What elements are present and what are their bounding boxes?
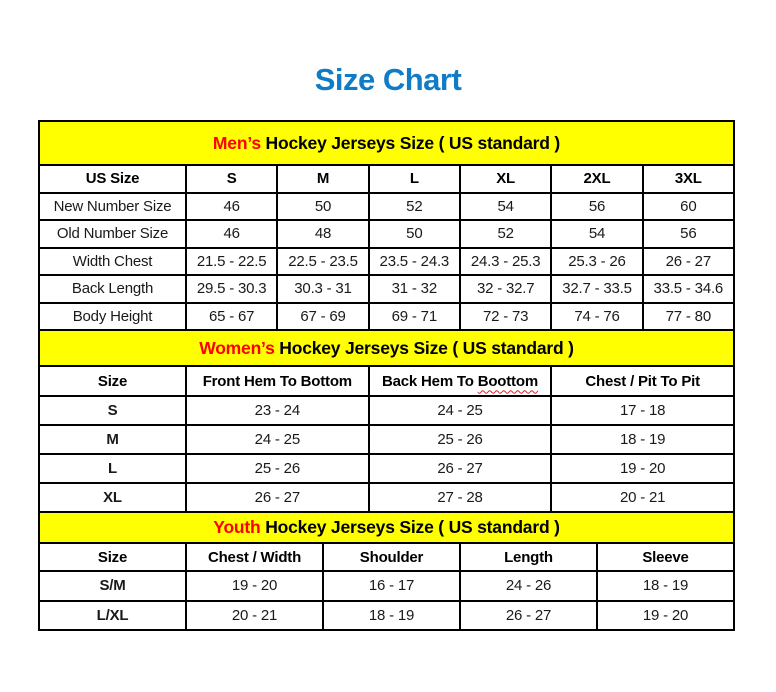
size-cell: 67 - 69 xyxy=(277,303,368,331)
row-label: Back Length xyxy=(39,275,186,303)
womens-size-table xyxy=(38,329,735,513)
size-cell: 18 - 19 xyxy=(551,425,734,454)
column-header: 2XL xyxy=(551,165,642,193)
size-chart-tables xyxy=(38,120,735,631)
size-cell: 19 - 20 xyxy=(186,571,323,601)
size-cell: 20 - 21 xyxy=(186,601,323,631)
table-row xyxy=(39,193,734,221)
size-cell: 30.3 - 31 xyxy=(277,275,368,303)
column-header: S xyxy=(186,165,277,193)
column-header: US Size xyxy=(39,165,186,193)
mens-header-row xyxy=(39,165,734,193)
size-cell: 77 - 80 xyxy=(643,303,734,331)
table-row xyxy=(39,454,734,483)
size-cell: 24.3 - 25.3 xyxy=(460,248,551,276)
column-header: Length xyxy=(460,543,597,571)
size-cell: 29.5 - 30.3 xyxy=(186,275,277,303)
table-row xyxy=(39,425,734,454)
size-cell: 65 - 67 xyxy=(186,303,277,331)
size-cell: 33.5 - 34.6 xyxy=(643,275,734,303)
misspelled-word: Boottom xyxy=(477,372,538,390)
size-cell: 60 xyxy=(643,193,734,221)
column-header: 3XL xyxy=(643,165,734,193)
size-cell: 23 - 24 xyxy=(186,396,369,425)
size-cell: 26 - 27 xyxy=(643,248,734,276)
page-title: Size Chart xyxy=(314,62,462,97)
size-cell: 50 xyxy=(369,220,460,248)
size-cell: 16 - 17 xyxy=(323,571,460,601)
size-cell: 48 xyxy=(277,220,368,248)
size-cell: 17 - 18 xyxy=(551,396,734,425)
size-cell: 54 xyxy=(460,193,551,221)
size-cell: 52 xyxy=(369,193,460,221)
size-cell: 31 - 32 xyxy=(369,275,460,303)
size-cell: 19 - 20 xyxy=(597,601,734,631)
womens-header-row xyxy=(39,366,734,396)
size-cell: 54 xyxy=(551,220,642,248)
youth-banner xyxy=(39,512,734,543)
column-header: Shoulder xyxy=(323,543,460,571)
row-label: L/XL xyxy=(39,601,186,631)
row-label: S xyxy=(39,396,186,425)
youth-header-row xyxy=(39,543,734,571)
row-label: Width Chest xyxy=(39,248,186,276)
row-label: XL xyxy=(39,483,186,512)
table-row xyxy=(39,220,734,248)
mens-size-table xyxy=(38,120,735,331)
column-header: Sleeve xyxy=(597,543,734,571)
size-cell: 74 - 76 xyxy=(551,303,642,331)
size-cell: 18 - 19 xyxy=(323,601,460,631)
table-row xyxy=(39,248,734,276)
column-header: Chest / Pit To Pit xyxy=(551,366,734,396)
womens-banner xyxy=(39,330,734,366)
row-label: L xyxy=(39,454,186,483)
size-cell: 46 xyxy=(186,193,277,221)
table-row xyxy=(39,601,734,631)
mens-banner xyxy=(39,121,734,165)
size-cell: 26 - 27 xyxy=(186,483,369,512)
banner-text: Hockey Jerseys Size ( US standard ) xyxy=(274,337,574,358)
youth-size-table xyxy=(38,511,735,631)
size-cell: 50 xyxy=(277,193,368,221)
table-row xyxy=(39,303,734,331)
column-header: M xyxy=(277,165,368,193)
banner-highlight: Men’s xyxy=(212,132,261,153)
table-row xyxy=(39,275,734,303)
banner-highlight: Women’s xyxy=(199,337,275,358)
table-row xyxy=(39,571,734,601)
size-cell: 24 - 25 xyxy=(369,396,552,425)
size-cell: 25 - 26 xyxy=(369,425,552,454)
size-cell: 21.5 - 22.5 xyxy=(186,248,277,276)
size-cell: 18 - 19 xyxy=(597,571,734,601)
row-label: S/M xyxy=(39,571,186,601)
column-header xyxy=(369,366,552,396)
size-cell: 27 - 28 xyxy=(369,483,552,512)
column-header: Size xyxy=(39,366,186,396)
size-cell: 19 - 20 xyxy=(551,454,734,483)
size-cell: 69 - 71 xyxy=(369,303,460,331)
size-cell: 32 - 32.7 xyxy=(460,275,551,303)
size-cell: 56 xyxy=(551,193,642,221)
size-cell: 24 - 26 xyxy=(460,571,597,601)
banner-text: Hockey Jerseys Size ( US standard ) xyxy=(260,132,561,153)
size-cell: 52 xyxy=(460,220,551,248)
size-cell: 25.3 - 26 xyxy=(551,248,642,276)
column-header: XL xyxy=(460,165,551,193)
table-row xyxy=(39,396,734,425)
column-header: L xyxy=(369,165,460,193)
size-cell: 24 - 25 xyxy=(186,425,369,454)
row-label: New Number Size xyxy=(39,193,186,221)
size-cell: 46 xyxy=(186,220,277,248)
size-cell: 20 - 21 xyxy=(551,483,734,512)
size-cell: 26 - 27 xyxy=(460,601,597,631)
banner-highlight: Youth xyxy=(213,517,261,537)
youth-banner-row xyxy=(39,512,734,543)
row-label: Old Number Size xyxy=(39,220,186,248)
size-cell: 25 - 26 xyxy=(186,454,369,483)
column-header: Front Hem To Bottom xyxy=(186,366,369,396)
size-cell: 72 - 73 xyxy=(460,303,551,331)
size-cell: 23.5 - 24.3 xyxy=(369,248,460,276)
womens-banner-row xyxy=(39,330,734,366)
banner-text: Hockey Jerseys Size ( US standard ) xyxy=(260,517,560,537)
row-label: M xyxy=(39,425,186,454)
column-header: Chest / Width xyxy=(186,543,323,571)
size-cell: 56 xyxy=(643,220,734,248)
mens-banner-row xyxy=(39,121,734,165)
size-cell: 32.7 - 33.5 xyxy=(551,275,642,303)
size-cell: 26 - 27 xyxy=(369,454,552,483)
column-header-text: Back Hem To xyxy=(382,372,478,390)
size-cell: 22.5 - 23.5 xyxy=(277,248,368,276)
row-label: Body Height xyxy=(39,303,186,331)
column-header: Size xyxy=(39,543,186,571)
table-row xyxy=(39,483,734,512)
